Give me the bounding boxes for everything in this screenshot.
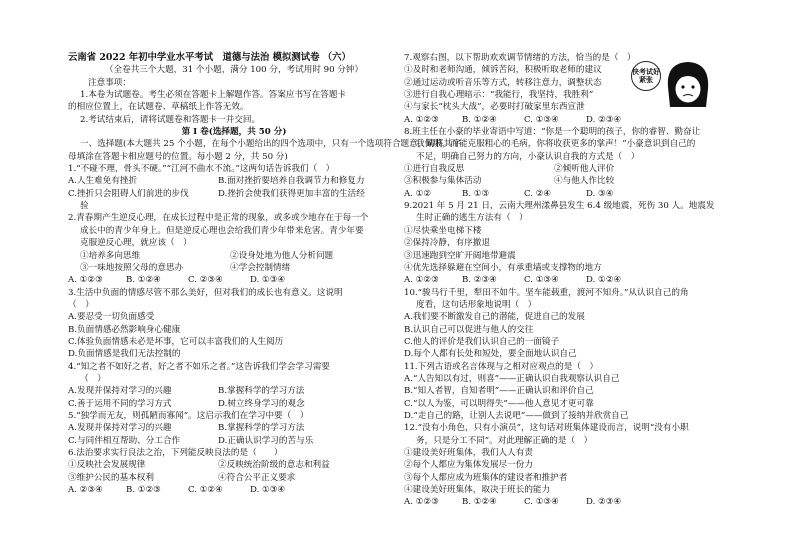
q7-choice-b: B. ①②④	[462, 114, 497, 125]
q7-item-4: ④与家长“枕头大战”，必要时打破家里东西宣泄	[404, 102, 585, 113]
q3-option-a: A.要忍受一切负面感受	[68, 312, 155, 323]
q7-choice-d: D. ②③④	[586, 114, 622, 125]
q9-item-2: ②保持冷静，有序撤退	[404, 238, 490, 249]
q8-choice-a: A. ①②	[404, 188, 432, 199]
q4-stem-1: 4.“知之者不如好之者，好之者不如乐之者。”这告诉我们学会学习需要	[68, 361, 330, 372]
q8-choice-c: C. ②④	[524, 188, 552, 199]
q9-choice-d: D. ①②④	[586, 275, 622, 286]
q4-stem-2: （ ）	[80, 373, 106, 384]
q6-item-3: ③维护公民的基本权利	[68, 472, 154, 483]
q1-option-c: C.挫折只会阻碍人们前进的步伐	[68, 188, 189, 199]
q2-item-2: ②设身处地为他人分析问题	[230, 250, 334, 261]
q12-choice-a: A. ①②③	[404, 497, 439, 508]
notice-1b: 的相应位置上，在试题卷、草稿纸上作答无效。	[68, 102, 249, 113]
q6-items-34	[68, 472, 400, 484]
q8-choices	[404, 188, 724, 200]
q2-items-34	[68, 262, 400, 274]
q7-item-2: ②通过运动或听音乐等方式，转移注意力，调整状态	[404, 77, 602, 88]
q12-item-3: ③每个人都应成为班集体的建设者和推护者	[404, 472, 568, 483]
q7-choice-c: C. ①③④	[524, 114, 559, 125]
q5-options-cd	[68, 435, 400, 447]
section1-intro-a: 一、选择题(本大题共 25 个小题，在每个小题给出的四个选项中，只有一个选项符合题意，请将其字	[80, 139, 461, 150]
q7-choice-a: A. ①②③	[404, 114, 439, 125]
q9-item-1: ①尽快乘坐电梯下楼	[404, 225, 482, 236]
q2-choices	[68, 274, 400, 286]
notice-1a: 1.本卷为试题卷。考生必须在答题卡上解题作答。答案应书写在答题卡	[80, 90, 347, 101]
q2-choice-c: C. ②③④	[188, 275, 223, 286]
q1-option-d: D.挫折会使我们获得更加丰富的生活经	[218, 188, 365, 199]
q5-option-b: B.掌握科学的学习方法	[218, 423, 305, 434]
q4-option-c: C.善于运用不同的学习方式	[68, 398, 172, 409]
q12-stem-2: 务，只是分工不同”。对此理解正确的是（ ）	[416, 435, 593, 446]
q6-choice-d: D. ①③④	[250, 485, 286, 496]
q6-item-1: ①反映社会发展规律	[68, 460, 146, 471]
q2-choice-d: D. ①③④	[250, 275, 286, 286]
q9-choice-b: B. ②③④	[462, 275, 497, 286]
q8-item-4: ④与他人作比较	[554, 176, 615, 187]
q9-stem-2: 生时正确的逃生方法有（ ）	[416, 213, 528, 224]
q10-option-b: B.认识自己可以促进与他人的交往	[404, 324, 534, 335]
q1-stem: 1.“不碰不理，骨头不硬。”“江河不曲水不流。”这两句话告诉我们（ ）	[68, 164, 335, 175]
q5-options-ab	[68, 422, 400, 434]
q6-choices	[68, 484, 400, 496]
q8-item-3: ③积极参与集体活动	[404, 176, 482, 187]
q10-stem-2: 度看，这句话形象地说明（ ）	[416, 299, 537, 310]
q4-options-cd	[68, 398, 400, 410]
q5-stem: 5.“独学而无友，则孤陋而寡闻”。这启示我们在学习中要（ ）	[68, 410, 309, 421]
right-column	[404, 52, 724, 509]
q7-choices	[404, 114, 724, 126]
q2-item-4: ④学会控制情绪	[230, 262, 291, 273]
q6-choice-b: B. ①②③	[126, 485, 161, 496]
notice-title: 注意事项：	[88, 77, 131, 88]
q4-option-a: A.发现并保持对学习的兴趣	[68, 386, 172, 397]
q6-choice-c: C. ①②④	[188, 485, 223, 496]
q12-choice-b: B. ①②④	[462, 497, 497, 508]
q6-choice-a: A. ②③④	[68, 485, 103, 496]
q12-item-4: ④建设美好班集体，取决于班长的能力	[404, 485, 551, 496]
q8-stem-1: 8.班主任在小豪的毕业寄语中写道：“你是一个聪明的孩子，你的睿智、勤奋让	[404, 127, 701, 138]
q8-choice-b: B. ①③	[462, 188, 490, 199]
q9-stem-1: 9.2021 年 5 月 21 日，云南大理州漾鼻县发生 6.4 级地震，死伤 30 人。地震发	[404, 201, 715, 212]
q2-item-3: ③一味地按照父母的意思办	[80, 262, 184, 273]
q1-option-b: B.面对挫折要培养自我调节力和修复力	[218, 176, 365, 187]
q11-option-c: C.“以人为鉴，可以明得失”——他人意见才更可靠	[404, 398, 594, 409]
q3-option-d: D.负面情感是我们无法控制的	[68, 349, 181, 360]
q2-items-12	[68, 250, 400, 262]
q9-item-4: ④优先选择躲避在空间小，有承重墙或支撑物的地方	[404, 262, 602, 273]
q8-item-2: ②倾听他人评价	[554, 164, 615, 175]
q5-option-d: D.正确认识学习的苦与乐	[218, 435, 314, 446]
q4-option-b: B.掌握科学的学习方法	[218, 386, 305, 397]
q5-option-a: A.发现并保持对学习的兴趣	[68, 423, 172, 434]
face-shape	[675, 75, 701, 103]
q10-stem-1: 10.“骏马行千里，犁田不如牛。坚车能载重，渡河不知舟。”从认识自己的角	[404, 287, 689, 298]
exam-title: 云南省 2022 年初中学业水平考试 道德与法治 模拟测试卷 （六）	[68, 52, 351, 63]
q8-item-1: ①进行自我反思	[404, 164, 465, 175]
q8-items-34	[404, 175, 724, 187]
q2-stem-3: 克服逆反心理，就应该（ ）	[80, 238, 192, 249]
q11-option-b: B.“知人者智，自知者明”——正确认识和评价自己	[404, 386, 594, 397]
q12-item-2: ②每个人都应为集体发展尽一份力	[404, 460, 533, 471]
q11-option-a: A.“人告知以有过，则喜”——正确认识自我观察认识自己	[404, 373, 620, 384]
q1-options-ab	[68, 175, 400, 187]
q9-choice-c: C. ①③④	[524, 275, 559, 286]
q3-option-c: C.体验负面情感未必是坏事，它可以丰富我们的人生阅历	[68, 336, 284, 347]
q2-item-1: ①培养多向思维	[80, 250, 141, 261]
q3-option-b: B.负面情感必然影响身心健康	[68, 324, 181, 335]
anxious-student-illustration	[660, 57, 714, 109]
q10-option-a: A.我们要不断激发自己的潜能，促进自己的发展	[404, 312, 585, 323]
q8-items-12	[404, 163, 724, 175]
q2-choice-b: B. ①②④	[126, 275, 161, 286]
q1-option-d-cont: 验	[80, 201, 89, 212]
q12-stem-1: 12.“没有小角色，只有小演员”，这句话对班集体建设而言，说明“没有小职	[404, 423, 689, 434]
q2-stem-1: 2.青春期产生逆反心理，在成长过程中是正常的现象，或多或少地存在于每一个	[68, 213, 369, 224]
q3-stem-2: （ ）	[68, 299, 94, 310]
q8-choice-d: D. ③④	[586, 188, 614, 199]
q6-item-2: ②反映统治阶级的意志和利益	[218, 460, 330, 471]
q11-option-d: D.“走自己的路，让别人去说吧”——做到了接纳并欣赏自己	[404, 410, 629, 421]
q7-item-3: ③进行自我心理暗示：“我能行，我坚持，我胜利”	[404, 90, 594, 101]
q1-option-a: A.人生难免有挫折	[68, 176, 138, 187]
q6-item-4: ④符合公平正义要求	[218, 472, 296, 483]
q5-option-c: C.与同伴相互帮助、分工合作	[68, 435, 181, 446]
q10-option-d: D.每个人都有长处和短处，要全面地认识自己	[404, 349, 577, 360]
q9-item-3: ③迅速跑到空旷开阔地带避震	[404, 250, 516, 261]
q9-choices	[404, 274, 724, 286]
q8-stem-3: 不足，明确自己努力的方向，小豪认识自我的方式是（ ）	[416, 151, 640, 162]
q7-item-1: ①及时和老师沟通，倾诉苦闷，积极听取老师的建议	[404, 65, 602, 76]
q10-option-c: C.他人的评价是我们认识自己的一面镜子	[404, 336, 560, 347]
section1-intro-b: 母填涂在答题卡相应题号的位置。每小题 2 分，共 50 分)	[68, 151, 288, 162]
speech-bubble: 快考试好紧张	[631, 61, 661, 91]
q7-stem: 7.观察右图，以下帮助欢欢调节情绪的方法，恰当的是（ ）	[404, 53, 636, 63]
q8-stem-2: 我佩服，而能克服粗心的毛病，你将收获更多的掌声！”小豪意识到自己的	[416, 139, 696, 150]
q4-option-d: D.树立终身学习的观念	[218, 398, 305, 409]
right-eye	[691, 85, 694, 88]
q12-choices	[404, 496, 724, 508]
q12-choice-d: D. ②③④	[586, 497, 622, 508]
q1-options-cd	[68, 188, 400, 200]
q3-stem-1: 3.生活中负面的情感尽管不那么美好，但对我们的成长也有意义。这说明	[68, 287, 343, 298]
left-eye	[681, 85, 684, 88]
notice-2: 2.考试结束后，请将试题卷和答题卡一并交回。	[80, 114, 261, 125]
part1-title: 第 I 卷(选择题，共 50 分)	[181, 127, 287, 138]
q6-stem: 6.法治要求实行良法之治，下列能反映良法的是（ ）	[68, 448, 283, 458]
q9-choice-a: A. ①②③	[404, 275, 439, 286]
q2-stem-2: 成长中的青少年身上。但是逆反心理也会给我们青少年带来危害。青少年要	[80, 225, 364, 236]
q12-choice-c: C. ①③④	[524, 497, 559, 508]
exam-meta: （全卷共三个大题，31 个小题，满分 100 分，考试用时 90 分钟）	[104, 65, 364, 76]
q2-choice-a: A. ①②③	[68, 275, 103, 286]
q6-items-12	[68, 459, 400, 471]
q11-stem: 11.下列古语或名言体现与之相对应观点的是（ ）	[404, 361, 599, 372]
q12-item-1: ①建设美好班集体，我们人人有责	[404, 448, 533, 458]
q4-options-ab	[68, 385, 400, 397]
